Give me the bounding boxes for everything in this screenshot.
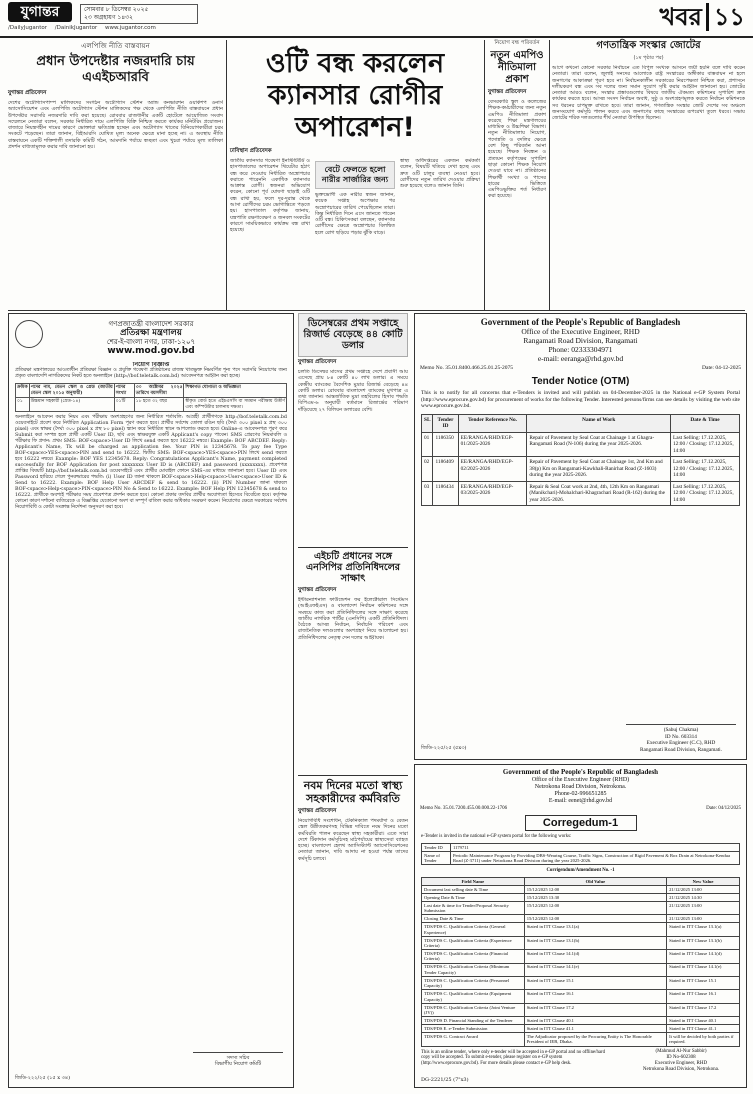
notice-header <box>415 314 746 363</box>
ad-title: নিয়োগ বিজ্ঞপ্তি <box>132 362 170 368</box>
recruitment-ad <box>8 313 294 1088</box>
table-row <box>422 843 740 851</box>
table-cell: 02 <box>422 457 433 482</box>
table-cell: 21/12/2025 13:00 <box>667 886 740 894</box>
table-cell: ১৮ হতে ৩২ বছর <box>134 398 184 412</box>
notice-phone: Phone-02-996651285 <box>554 791 607 797</box>
table-cell: TDS/PDS C. Qualification Criteria (Personnel Capacity) <box>422 977 525 990</box>
table-cell: Stated in ITT Clause 15.1 <box>524 977 666 990</box>
notice-header <box>415 765 746 805</box>
table-header-cell: শিক্ষাগত যোগ্যতা ও অভিজ্ঞতা <box>184 384 287 398</box>
tender-info-table <box>421 843 740 865</box>
date-line-2: ২৩ অগ্রহায়ণ ১৪৩২ <box>84 14 133 21</box>
table-row <box>422 886 740 894</box>
story-body: আগে কখনো কোনো সরকার নির্বাচনে এত বিপুল সংখ্যক আসনে জয়ী হয়নি বলে দাবি করেন নেতারা। তারা বলেন, জুলাই সনদের আলোকে রাষ্ট্র সংস্কারের অঙ্গীকার বাস্তবায়ন না হলে জনগণের আকাঙ্ক্ষা পূরণ হবে না। নির্বাচনকালীন সরকারের নিরপেক্ষতা নিশ্চিত করা, প্রশাসনে দলীয়করণ বন্ধ এবং সব দলের জন্য সমান সুযোগ সৃষ্টি করার আহ্বান জানানো হয়। জোটের নেতারা আরও বলেন, সংস্কার প্রস্তাবগুলোর বিষয়ে জাতীয় ঐকমত্য কমিশনের সুপারিশ দ্রুত কার্যকর করতে হবে। আসন্ন সংসদ নির্বাচন অবাধ, সুষ্ঠু ও অংশগ্রহণমূলক করতে নির্বাচন কমিশনকে সব ধরনের চাপমুক্ত রাখতে হবে। তারা জানান, গণতান্ত্রিক সংস্কার জোট দেশের সব অঞ্চলে জনসংযোগ কর্মসূচি পালন করবে এবং জনগণের কাছে সংস্কারের রূপরেখা তুলে ধরবে। সভায় জোটের শরিক দলগুলোর শীর্ষ নেতারা উপস্থিত ছিলেন। <box>552 65 745 122</box>
table-cell: 15/12/2025 13:30 <box>524 894 666 902</box>
story-subhead: (১ম পৃষ্ঠার পর) <box>633 55 664 61</box>
story-body-col-2: ভুক্তভোগী এক নারীর স্বজন জানান, কয়েক সপ্তাহ অপেক্ষার পর অস্ত্রোপচারের তারিখ পেয়েছিলেন তারা। কিন্তু নির্ধারিত দিনে এসে জানতে পারেন ওটি বন্ধ। চিকিৎসকরা বলছেন, ক্যানসার রোগীদের ক্ষেত্রে অস্ত্রোপচার বিলম্বিত হলে রোগ ছড়িয়ে পড়ার ঝুঁকি বাড়ে। <box>315 192 395 236</box>
table-cell: TDS/PDS C. Qualification Criteria (Experience Criteria) <box>422 936 525 949</box>
notice-code: জিডি-২২৫/২৫ (৫x৩) <box>421 745 467 751</box>
tender-table <box>421 414 740 507</box>
table-cell: Stated in ITT Clause 16.1 <box>667 990 740 1003</box>
ad-signature <box>193 1040 283 1067</box>
table-cell: Stated in ITT Clause 13.1(a) <box>524 923 666 936</box>
signatory-id: ID No. 603314 <box>665 733 697 740</box>
table-cell: 21/12/2025 13:00 <box>667 902 740 915</box>
newspaper-logo: যুগান্তর <box>8 2 72 22</box>
table-cell: TDS/PDS C. Qualification Criteria (Equipment Capacity) <box>422 990 525 1003</box>
signatory-id: ID No-602308 <box>666 1055 696 1060</box>
table-cell: TDS/PDS D. Financial Standing of the Tenderer <box>422 1017 525 1025</box>
table-cell: Document last selling date & Time <box>422 886 525 894</box>
story-byline: ঢাবিস্থান প্রতিবেদক <box>230 148 272 154</box>
table-row <box>422 915 740 923</box>
ad-instructions: অনলাইনে আবেদন করার নিয়ম এবং পরীক্ষায় অংশগ্রহণের জন্য নির্ধারিত শর্তাবলি: আগ্রহী প্রার্থীগণকে http://bof.teletalk.com.bd ওয়েবসাইটে প্রবেশ করে নির্ধারিত Application Form পূরণ করতে হবে। প্রার্থীর সর্বশেষ তোলা রঙিন ছবি (দৈর্ঘ্য ৩০০ pixel x প্রস্থ ৩০০ pixel) এবং স্বাক্ষর (দৈর্ঘ্য ৩০০ pixel x প্রস্থ ৮০ pixel) স্ক্যান করে নির্ধারিত স্থানে আপলোড করতে হবে। Online-এ আবেদনপত্র পূরণ করে Submit করা সম্পন্ন হলে প্রার্থী একটি User ID, ছবি এবং স্বাক্ষরযুক্ত একটি Applicant's copy পাবেন। SMS প্রেরণের নিয়মাবলি ও পরীক্ষার ফি প্রদান: প্রথম SMS: BOF<space>User ID লিখে send করতে হবে 16222 নম্বরে। Example: BOF ABCDEF. Reply: Applicant's Name, Tk will be charged as application fee. Your PIN is 12345678. To pay fee Type BOF<space>YES<space>PIN and send to 16222. দ্বিতীয় SMS: BOF<space>YES<space>PIN লিখে send করতে হবে 16222 নম্বরে। Example: BOF YES 12345678. Reply: Congratulations Applicant's Name, payment completed successfully for BOF Application for post xxxxxxxx User ID is (ABCDEF) and password (xxxxxxxx). প্রবেশপত্র প্রাপ্তির বিষয়টি http://bof.teletalk.com.bd ওয়েবসাইটে এবং প্রার্থীর মোবাইল ফোনে SMS-এর মাধ্যমে জানানো হবে। User ID এবং Password হারিয়ে গেলে পুনরুদ্ধারের পদ্ধতি: (i) User ID জানা থাকলে BOF<space>Help<space>User<space>User ID & Send to 16222. Example: BOF Help User ABCDEF & send to 16222. (ii) PIN Number জানা থাকলে BOF<space>Help<space>PIN<space>PIN No & Send to 16222. Example: BOF Help PIN 12345678 & send to 16222. প্রার্থীকে অবশ্যই পরীক্ষার সময় প্রবেশপত্র প্রদর্শন করতে হবে। কোনো প্রকার তদবির প্রার্থীর অযোগ্যতা হিসেবে বিবেচিত হবে। কর্তৃপক্ষ কোনো কারণ দর্শানো ব্যতিরেকে এ বিজ্ঞপ্তির যেকোনো অংশ বা সম্পূর্ণ বাতিল করার অধিকার সংরক্ষণ করেন। নিয়োগের ক্ষেত্রে সরকারের সর্বশেষ নিয়োগবিধি ও কোটা সংক্রান্ত নির্দেশনা অনুসরণ করা হবে। <box>15 415 287 510</box>
story-reform-alliance <box>552 40 745 310</box>
table-cell: Stated in ITT Clause 17.2 <box>667 1003 740 1016</box>
table-header-cell: New Value <box>667 878 740 886</box>
table-header-cell: SL <box>422 414 433 432</box>
table-cell: 21/12/2025 14:30 <box>667 894 740 902</box>
notice-office: Office of the Executive Engineer (RHD) <box>531 777 630 783</box>
table-cell: Repair of Pavement by Seal Coat at Chainage 1st, 2nd Km and 38(p) Km on Rangamati-Kawkhali-Ranirhat Road (Z-1603) during the year 2025-2026. <box>527 457 671 482</box>
story-byline: যুগান্তর প্রতিবেদন <box>488 89 527 95</box>
table-cell: Stated in ITT Clause 14.1(d) <box>524 950 666 963</box>
table-cell: Stated in ITT Clause 14.1(e) <box>524 963 666 976</box>
table-cell: 1186434 <box>433 481 458 506</box>
notice-title: Corregedum-1 <box>525 815 637 831</box>
table-cell: Repair of Pavement by Seal Coat at Chainage 1 at Ghagra-Rangamati Road (N-106) during the year 2025-2026. <box>527 432 671 457</box>
ad-ministry: প্রতিরক্ষা মন্ত্রণালয় <box>120 328 182 338</box>
date-box <box>80 4 198 24</box>
table-cell: Stated in ITT Clause 15.1 <box>667 977 740 990</box>
table-cell: TDS/PDS C. Qualification Criteria (General Experience) <box>422 923 525 936</box>
table-row <box>422 1025 740 1033</box>
table-header-cell: ক্রমিক <box>16 384 30 398</box>
table-cell: TDS/PDS C. Qualification Criteria (Financial Criteria) <box>422 950 525 963</box>
table-cell: Stated in ITT Clause 41.1 <box>524 1025 666 1033</box>
notice-signature <box>626 712 736 753</box>
table-header-cell: Old Value <box>524 878 666 886</box>
section-title <box>660 2 745 32</box>
column-rule <box>549 40 550 310</box>
notice-office: Office of the Executive Engineer, RHD <box>521 327 640 336</box>
table-cell: Stated in ITT Clause 40.1 <box>524 1017 666 1025</box>
notice-division: Netrokona Road Division, Netrokona. <box>534 784 627 790</box>
table-cell: Stated in ITT Clause 13.1(b) <box>524 936 666 949</box>
table-cell: ০১টি <box>114 398 134 412</box>
signatory-office: Netrokona Road Division, Netrokona. <box>642 1067 720 1072</box>
table-cell: Repair & Seal Coat work at 2nd, 4th, 12th Km on Rangamati (Manikchari)-Mohalchari-Khagrachari Road (R-162) during the year 2025-2026. <box>527 481 671 506</box>
memo-line <box>415 363 746 373</box>
table-row <box>422 950 740 963</box>
notice-intro: This is to notify for all concerns that e-Tenders is invited and will publish on 04-December-2025 in the National e-GP System Portal (http://www.eprocure.gov.bd) for procurement of works for the following Tender. Interested persons/firms can see details by visiting the web site www.eprocure.gov.bd. <box>421 390 740 409</box>
table-cell: Stated in ITT Clause 14.1(d) <box>667 950 740 963</box>
table-row <box>422 457 740 482</box>
table-cell: Periodic Maintenance Program by Providing DBS-Wearing Course, Traffic Signs, Construction of Rigid Pavement & Box Drain at Netrokona-Kendua Road (Z-3711) under Netrokona Road Division during the year 2025-2026. <box>450 851 739 864</box>
table-row <box>422 1017 740 1025</box>
vacancy-table <box>15 383 287 412</box>
notice-email: E-mail: eenet@rhd.gov.bd <box>548 798 613 804</box>
table-header-cell: Date & Time <box>671 414 740 432</box>
story-headline: নবম দিনের মতো স্বাস্থ্য সহকারীদের কর্মবিরতি <box>303 779 403 805</box>
table-cell: TDS/PDS E. e-Tender Submission <box>422 1025 525 1033</box>
notice-phone: Phone: 02333304971 <box>548 345 613 354</box>
memo-line <box>415 805 746 812</box>
story-headline: প্রধান উপদেষ্টার নজরদারি চায় এএইচআরবি <box>36 54 195 85</box>
ad-header <box>9 320 293 356</box>
table-cell: EE/RANGA/RHD/EGP-01/2025-2026 <box>458 432 527 457</box>
memo-number: Memo No. 35.01.8400.466.25.01.25-2075 <box>420 365 514 371</box>
table-cell: Stated in ITT Clause 16.1 <box>524 990 666 1003</box>
table-cell: 15/12/2025 12:00 <box>524 915 666 923</box>
story-headline: গণতান্ত্রিক সংস্কার জোটের <box>596 40 701 51</box>
section-rule <box>8 310 745 311</box>
notice-signature <box>626 1034 736 1073</box>
table-cell: Closing Date & Time <box>422 915 525 923</box>
notice-title: Tender Notice (OTM) <box>531 376 630 387</box>
notice-code: DG-2221/25 (7"x3) <box>421 1077 469 1083</box>
table-cell: Last Selling: 17.12.2025, 12:00 / Closing: 17.12.2025, 14:00 <box>671 432 740 457</box>
amendment-table <box>421 877 740 1047</box>
masthead <box>0 0 753 38</box>
table-cell: Last Selling: 17.12.2025, 12:00 / Closing: 17.12.2025, 14:00 <box>671 457 740 482</box>
story-headline: ওটি বন্ধ করলেন ক্যানসার রোগীর অপারেশন! <box>265 48 445 143</box>
story-byline: যুগান্তর প্রতিবেদন <box>298 587 337 593</box>
government-seal-icon <box>15 320 43 348</box>
ad-gov: গণপ্রজাতন্ত্রী বাংলাদেশ সরকার <box>108 320 194 328</box>
website-link[interactable]: www.jugantor.com <box>104 25 156 31</box>
story-body: চলতি ডিসেম্বর মাসের প্রথম সপ্তাহে দেশে প্রবাসী আয় এসেছে প্রায় ৮৪ কোটি ৪০ লাখ ডলার। এ সময়ে কেন্দ্রীয় ব্যাংকের বৈদেশিক মুদ্রার রিজার্ভ বেড়েছে ৪৪ কোটি ডলার। রোববার বাংলাদেশ ব্যাংকের মুখপাত্র এ তথ্য জানান। আন্তর্জাতিক মুদ্রা তহবিলের হিসাব পদ্ধতি বিপিএম-৬ অনুযায়ী বর্তমানে রিজার্ভের পরিমাণ দাঁড়িয়েছে ২৭ বিলিয়ন ডলারের বেশি। <box>298 369 408 413</box>
table-cell: TDS/PDS C. Qualification Criteria (Minimum Tender Capacity) <box>422 963 525 976</box>
date-line-1: সোমবার ৮ ডিসেম্বর ২০২৫ <box>84 6 149 13</box>
table-row <box>422 851 740 864</box>
table-header-cell: পদের নাম, বেতন স্কেল ও গ্রেড (জাতীয় বেতন স্কেল ২০১৫ অনুযায়ী) <box>30 385 113 396</box>
table-cell: 01 <box>422 432 433 457</box>
story-byline: যুগান্তর প্রতিবেদন <box>298 808 337 814</box>
story-kicker: এলপিজি নীতি বাস্তবায়ন <box>81 42 150 50</box>
table-cell: 15/12/2025 12:00 <box>524 902 666 915</box>
section-name: খবর <box>659 3 702 31</box>
table-cell: EE/RANGA/RHD/EGP-02/2025-2026 <box>458 457 527 482</box>
ad-code: জিডি-২২২/২৫ (১৫ x ৩৪) <box>15 1075 71 1081</box>
table-row <box>422 902 740 915</box>
story-body: ইন্টারন্যাশনাল ফাউন্ডেশন ফর ইলেক্টোরাল সিস্টেমস (আইএফইএস) ও বাংলাদেশ নির্বাচন কমিশনের সঙ্গে সমন্বয়ে কাজ করা প্রতিনিধিদলের সঙ্গে সাক্ষাৎ করেছে জাতীয় নাগরিক পার্টির (এনসিপি) একটি প্রতিনিধিদল। বৈঠকে আসন্ন নির্বাচন, নির্বাচনি পরিবেশ এবং রাজনৈতিক দলগুলোর অংশগ্রহণ নিয়ে আলোচনা হয়। প্রতিনিধিদলের নেতৃত্ব দেন দলের আহ্বায়ক। <box>298 597 408 641</box>
story-headline: ডিসেম্বরের প্রথম সপ্তাহে রিজার্ভ বেড়েছে ৪৪ কোটি ডলার <box>303 318 403 351</box>
table-cell: 21/12/2025 13:00 <box>667 915 740 923</box>
story-cancer-ot <box>230 40 480 310</box>
ad-url[interactable]: www.mod.gov.bd <box>107 346 195 356</box>
table-cell: স্বীকৃত বোর্ড হতে এইচএসসি বা সমমান পরীক্ষায় উত্তীর্ণ এবং কম্পিউটার চালনায় দক্ষতা। <box>185 399 285 410</box>
table-header-cell: Field Name <box>422 878 525 886</box>
signatory-name: সদস্য সচিব <box>226 1055 250 1061</box>
story-headline: নতুন এমপিও নীতিমালা প্রকাশ <box>490 50 544 85</box>
ad-address: শের-ই-বাংলা নগর, ঢাকা-১২০৭ <box>106 338 196 346</box>
column-rule <box>226 40 227 310</box>
table-cell: 1179711 <box>450 843 739 851</box>
signatory-name: (Sabuj Chakma) <box>663 727 699 733</box>
story-lpg-policy <box>8 40 223 310</box>
story-headline: এইচটি প্রধানের সঙ্গে এনসিপির প্রতিনিধিদলের সাক্ষাৎ <box>305 551 401 584</box>
signatory-title: বিভাগীয় নিয়োগ কমিটি <box>214 1061 262 1067</box>
table-row <box>422 1003 740 1016</box>
table-row <box>422 923 740 936</box>
story-byline: যুগান্তর প্রতিবেদন <box>8 90 47 96</box>
table-row <box>422 432 740 457</box>
story-rule <box>298 775 408 776</box>
table-cell: The Adjudicator proposed by the Procuring Entity is The Honorable President of IEB, Dhaka. <box>524 1033 666 1046</box>
signatory-name: (Mahmud Al-Nur Sabbir) <box>655 1049 707 1054</box>
page-number: ১১ <box>706 3 745 31</box>
table-cell: Last Selling: 17.12.2025, 12:00 / Closing: 17.12.2025, 14:00 <box>671 481 740 506</box>
table-cell: Opening Date & Time <box>422 894 525 902</box>
ad-intro: প্রতিরক্ষা মন্ত্রণালয়ের আওতাধীন প্রতিরক্ষা বিজ্ঞান ও প্রযুক্তি গবেষণা প্রতিষ্ঠানের রাজস্ব খাতভুক্ত নিম্নবর্ণিত শূন্য পদে সরাসরি নিয়োগের জন্য প্রকৃত বাংলাদেশি নাগরিকদের নিকট হতে অনলাইনে (http://bof.teletalk.com.bd) আবেদনপত্র আহ্বান করা হচ্ছে। <box>15 368 287 379</box>
story-kicker: নিয়োগ বন্ধ পরিবর্তন <box>494 40 540 46</box>
notice-gov: Government of the People's Republic of Bangladesh <box>480 317 681 327</box>
signatory-title: Executive Engineer (C.C), RHD <box>646 740 716 746</box>
table-header-cell: Tender Reference No. <box>458 414 527 432</box>
story-body: বেসরকারি স্কুল ও কলেজের শিক্ষক-কর্মচারীদের জন্য নতুন এমপিও নীতিমালা প্রকাশ করেছে শিক্ষা মন্ত্রণালয়ের মাধ্যমিক ও উচ্চশিক্ষা বিভাগ। নতুন নীতিমালায় নিয়োগ, পদোন্নতি ও বদলির ক্ষেত্রে বেশ কিছু পরিবর্তন আনা হয়েছে। শিক্ষক নিবন্ধন ও প্রত্যয়ন কর্তৃপক্ষের সুপারিশ ছাড়া কোনো শিক্ষক নিয়োগ দেওয়া যাবে না। প্রতিষ্ঠানের শিক্ষার্থী সংখ্যা ও পাসের হারের ভিত্তিতে এমপিওভুক্তির শর্ত নির্ধারণ করা হয়েছে। <box>488 99 546 200</box>
middle-column <box>298 313 408 1086</box>
youtube-link[interactable]: /DainikJugantor <box>54 25 98 31</box>
table-cell: Stated in ITT Clause 14.1(e) <box>667 963 740 976</box>
table-cell: 15/12/2025 12:00 <box>524 886 666 894</box>
story-mpo-policy <box>488 40 546 310</box>
signatory-office: Rangamati Road Division, Rangamati. <box>640 746 722 753</box>
signature-mark <box>626 1034 736 1047</box>
table-cell: Last date & time for Tender/Proposal Security Submission <box>422 902 525 915</box>
ad-body <box>15 362 287 1022</box>
corrigendum-notice <box>414 764 747 1088</box>
table-cell: Tender ID <box>422 843 451 851</box>
story-body: নিয়োগবিধি সংশোধন, টেকনিক্যাল পদমর্যাদা ও বেতন স্কেল উন্নীতকরণসহ বিভিন্ন দাবিতে নবম দিনের মতো কর্মবিরতি পালন করেছেন স্বাস্থ্য সহকারীরা। এতে সারা দেশে টিকাদান কর্মসূচিসহ মাঠপর্যায়ের স্বাস্থ্যসেবা ব্যাহত হচ্ছে। বাংলাদেশ হেলথ অ্যাসিস্ট্যান্ট অ্যাসোসিয়েশনের নেতারা জানান, দাবি আদায় না হওয়া পর্যন্ত তাদের কর্মসূচি চলবে। <box>298 818 408 862</box>
story-byline: যুগান্তর প্রতিবেদন <box>298 359 337 365</box>
table-cell: Stated in ITT Clause 17.2 <box>524 1003 666 1016</box>
social-links <box>8 25 162 31</box>
table-row <box>422 936 740 949</box>
table-row <box>422 894 740 902</box>
signature-mark <box>193 1040 283 1053</box>
table-cell: TDS/PDS C. Qualification Criteria (Joint Venture (JV)) <box>422 1003 525 1016</box>
memo-number: Memo No. 35.01.7200.455.00.000.22-1706 <box>420 806 508 811</box>
table-row <box>16 398 287 412</box>
column-rule <box>484 40 485 310</box>
notice-intro: e-Tender is invited in the national e-GP system portal for the following works: <box>421 834 572 839</box>
facebook-link[interactable]: /DailyJugantor <box>8 25 48 31</box>
notice-gov: Government of the People's Republic of Bangladesh <box>502 768 659 776</box>
table-header-cell: পদের সংখ্যা <box>114 384 134 398</box>
pull-quote: বেটে ফেলতে হলো নারীর সার্জারির জন্য <box>315 161 395 189</box>
table-cell: Stated in ITT Clause 41.1 <box>667 1025 740 1033</box>
table-cell: Name of Tender <box>422 851 451 864</box>
table-cell: EE/RANGA/RHD/EGP-03/2025-2026 <box>458 481 527 506</box>
story-body-col-3: স্বাস্থ্য অধিদপ্তরের একজন কর্মকর্তা বলেন, বিষয়টি খতিয়ে দেখা হচ্ছে এবং দ্রুত ওটি চালুর ব্যবস্থা নেওয়া হবে। রোগীদের নতুন তারিখ দেওয়ার প্রক্রিয়া শুরু হয়েছে বলেও জানান তিনি। <box>400 158 480 190</box>
table-header-cell: Tender ID <box>433 414 458 432</box>
table-header-cell: Name of Work <box>527 414 671 432</box>
story-rule <box>298 547 408 548</box>
notice-email: e-mail: eeranga@rhd.gov.bd <box>537 354 624 363</box>
table-cell: It will be decided by both parties if required. <box>667 1033 740 1046</box>
table-cell: উচ্চমান সহকারী (গ্রেড-১৪) <box>29 398 114 412</box>
table-cell: 03 <box>422 481 433 506</box>
table-row <box>422 977 740 990</box>
story-reserve-box <box>298 313 408 357</box>
table-cell: Stated in ITT Clause 40.1 <box>667 1017 740 1025</box>
table-header-cell: ৩০ অক্টোবর ২০২৫ তারিখে বয়সসীমা <box>135 385 183 396</box>
memo-date: Date: 04/12/2025 <box>706 806 741 811</box>
story-body: দেশের অটোগ্যাসপাম্প মালিকদের সংগঠন অটোগ্যাস স্টেশন অ্যান্ড কনভারশন ওয়ার্কশপ ওনার্স অ্যাসোসিয়েশন এবং এলপিজি অটোগ্যাস স্টেশন মালিকদের পক্ষ থেকে এলপিজি নীতি বাস্তবায়নে প্রধান উপদেষ্টার সরাসরি নজরদারি দাবি করা হয়েছে। রোববার রাজধানীর একটি হোটেলে আয়োজিত সংবাদ সম্মেলনে নেতারা বলেন, সরকার নির্ধারিত দামে এলপিজি বিক্রি নিশ্চিত করতে কার্যকর মনিটরিং প্রয়োজন। বাজারে নিয়ন্ত্রণহীন দামের কারণে ভোক্তারা ক্ষতিগ্রস্ত হচ্ছেন এবং অটোগ্যাস খাতের বিনিয়োগকারীরা চরম সংকটে পড়েছেন। তারা জানান, বিইআরসি ঘোষিত মূল্য অনেক ক্ষেত্রে মানা হচ্ছে না। এ অবস্থায় নীতি বাস্তবায়নে একটি শক্তিশালী তদারকি কমিটি গঠন, আমদানি পর্যায়ে স্বচ্ছতা এবং খুচরা পর্যায়ে মূল্য তালিকা প্রদর্শন বাধ্যতামূলক করার দাবি জানানো হয়। <box>8 100 223 151</box>
memo-date: Date: 04-12-2025 <box>702 365 741 371</box>
table-cell: 1186350 <box>433 432 458 457</box>
amendment-title: Corrigendum/Amendment No. -1 <box>546 868 615 874</box>
story-body-col-1: জাতীয় ক্যানসার গবেষণা ইনস্টিটিউট ও হাসপাতালের অপারেশন থিয়েটার হঠাৎ বন্ধ করে দেওয়ায় নির্ধারিত অস্ত্রোপচার করাতে পারেননি একাধিক ক্যানসার আক্রান্ত রোগী। স্বজনরা অভিযোগ করেন, কোনো পূর্ব ঘোষণা ছাড়াই ওটি বন্ধ রাখা হয়, ফলে দূর-দূরান্ত থেকে আসা রোগীদের চরম ভোগান্তিতে পড়তে হয়। হাসপাতাল কর্তৃপক্ষ জানায়, যন্ত্রপাতি রক্ষণাবেক্ষণ ও জনবল সংকটের কারণে সাময়িকভাবে কার্যক্রম বন্ধ রাখা হয়েছে। <box>230 158 310 234</box>
notice-division: Rangamati Road Division, Rangamati <box>523 336 638 345</box>
table-cell: Stated in ITT Clause 13.1(a) <box>667 923 740 936</box>
signatory-title: Executive Engineer, RHD <box>654 1061 708 1066</box>
table-cell: 1186409 <box>433 457 458 482</box>
notice-note: This is an online tender, where only e-tender will be accepted in e-GP portal and no offline/hard copy will be accepted. To submit e-tender, please register on e-GP system (http://www.eprocure.gov.bd). For more details please contact e-GP help desk. <box>421 1049 606 1067</box>
table-cell: Stated in ITT Clause 13.1(b) <box>667 936 740 949</box>
signature-mark <box>626 712 736 725</box>
table-cell: TDS/PDS G. Contract Award <box>422 1033 525 1046</box>
table-cell: ০১ <box>16 398 30 412</box>
table-row <box>422 963 740 976</box>
tender-notice-otm <box>414 313 747 760</box>
table-row <box>422 990 740 1003</box>
table-row <box>422 481 740 506</box>
